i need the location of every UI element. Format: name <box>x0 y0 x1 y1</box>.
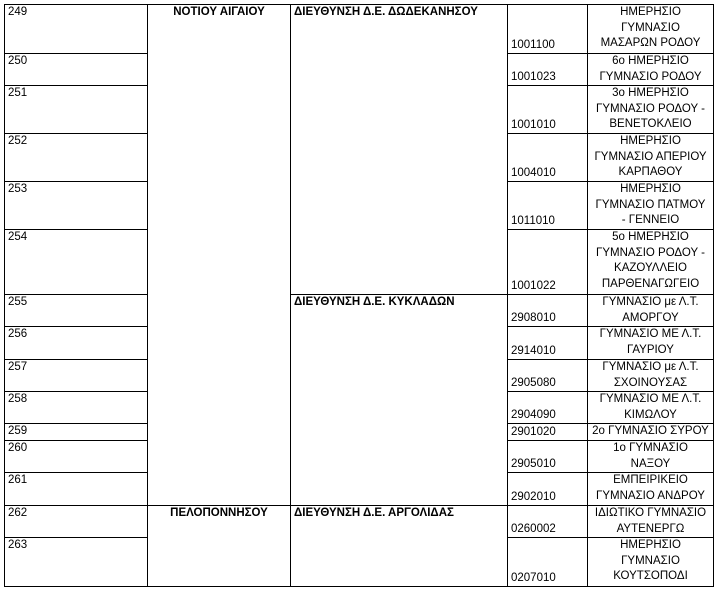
school-name-line: ΓΥΜΝΑΣΙΟ ΜΕ Λ.Τ. <box>599 393 702 405</box>
school-name-line: ΓΥΜΝΑΣΙΟ ΜΕ Λ.Τ. <box>599 328 702 340</box>
school-name <box>588 182 714 230</box>
school-name-line: ΣΧΟΙΝΟΥΣΑΣ <box>613 376 688 389</box>
row-number: 261 <box>5 473 148 506</box>
school-name-line: ΓΥΜΝΑΣΙΟ ΑΝΔΡΟΥ <box>596 489 705 502</box>
school-name <box>588 54 714 86</box>
school-code: 0207010 <box>508 538 588 587</box>
row-number: 249 <box>5 5 148 54</box>
school-name-line: ΚΟΥΤΣΟΠΟΔΙ <box>613 570 688 582</box>
region-name: ΝΟΤΙΟΥ ΑΙΓΑΙΟΥ <box>148 5 291 506</box>
table-row <box>5 295 714 327</box>
row-number: 259 <box>5 424 148 441</box>
table-row <box>5 506 714 538</box>
school-name-line: ΗΜΕΡΗΣΙΟ <box>620 135 681 147</box>
row-number: 252 <box>5 134 148 182</box>
school-code: 1001022 <box>508 230 588 295</box>
school-name <box>588 327 714 360</box>
school-name <box>588 5 714 54</box>
school-name-line: 2ο ΓΥΜΝΑΣΙΟ ΣΥΡΟΥ <box>592 425 709 437</box>
school-name <box>588 360 714 392</box>
directorate-name: ΔΙΕΥΘΥΝΣΗ Δ.Ε. ΑΡΓΟΛΙΔΑΣ <box>291 506 508 587</box>
school-code: 2904090 <box>508 392 588 424</box>
school-name-line: ΓΥΜΝΑΣΙΟ ΠΑΤΜΟΥ <box>595 198 706 211</box>
school-name <box>588 538 714 587</box>
school-name <box>588 441 714 473</box>
row-number: 256 <box>5 327 148 360</box>
row-number: 255 <box>5 295 148 327</box>
school-code: 2914010 <box>508 327 588 360</box>
school-name-line: ΚΑΡΠΑΘΟΥ <box>618 166 683 178</box>
school-name-line: - ΓΕΝΝΕΙΟ <box>621 214 680 226</box>
school-name <box>588 392 714 424</box>
school-name-line: ΓΥΜΝΑΣΙΟ <box>621 21 680 34</box>
school-name-line: ΙΔΙΩΤΙΚΟ ΓΥΜΝΑΣΙΟ <box>594 507 707 519</box>
school-name-line: ΓΥΜΝΑΣΙΟ με Λ.Τ. <box>602 296 699 308</box>
school-name-line: ΗΜΕΡΗΣΙΟ <box>620 183 681 195</box>
schools-table-body <box>5 5 714 587</box>
school-name-line: ΑΜΟΡΓΟΥ <box>622 311 679 324</box>
school-name <box>588 473 714 506</box>
school-name <box>588 86 714 134</box>
school-name-line: ΓΥΜΝΑΣΙΟ με Λ.Τ. <box>602 361 699 373</box>
school-name-line: ΓΥΜΝΑΣΙΟ ΑΠΕΡΙΟΥ <box>594 150 707 163</box>
school-name-line: ΓΥΜΝΑΣΙΟ ΡΟΔΟΥ - <box>596 246 705 259</box>
directorate-name: ΔΙΕΥΘΥΝΣΗ Δ.Ε. ΔΩΔΕΚΑΝΗΣΟΥ <box>291 5 508 295</box>
school-name-line: ΕΜΠΕΙΡΙΚΕΙΟ <box>613 474 688 486</box>
school-name <box>588 424 714 441</box>
school-code: 0260002 <box>508 506 588 538</box>
row-number: 258 <box>5 392 148 424</box>
school-name-line: ΓΥΜΝΑΣΙΟ ΡΟΔΟΥ <box>599 70 702 83</box>
school-code: 2908010 <box>508 295 588 327</box>
row-number: 253 <box>5 182 148 230</box>
region-name: ΠΕΛΟΠΟΝΝΗΣΟΥ <box>148 506 291 587</box>
school-name <box>588 134 714 182</box>
row-number: 254 <box>5 230 148 295</box>
school-name <box>588 506 714 538</box>
school-code: 2905080 <box>508 360 588 392</box>
school-code: 2902010 <box>508 473 588 506</box>
school-code: 1001023 <box>508 54 588 86</box>
school-name-line: ΜΑΣΑΡΩΝ ΡΟΔΟΥ <box>600 37 701 49</box>
school-name-line: ΓΑΥΡΙΟΥ <box>627 343 674 356</box>
row-number: 262 <box>5 506 148 538</box>
school-code: 2905010 <box>508 441 588 473</box>
school-code: 1004010 <box>508 134 588 182</box>
school-name-line: ΒΕΝΕΤΟΚΛΕΙΟ <box>609 118 692 130</box>
row-number: 260 <box>5 441 148 473</box>
school-code: 1011010 <box>508 182 588 230</box>
row-number: 257 <box>5 360 148 392</box>
school-name-line: ΓΥΜΝΑΣΙΟ <box>621 554 680 567</box>
row-number: 263 <box>5 538 148 587</box>
school-name-line: ΓΥΜΝΑΣΙΟ ΡΟΔΟΥ - <box>596 102 705 115</box>
school-name-line: 1ο ΓΥΜΝΑΣΙΟ <box>613 442 688 454</box>
directorate-name: ΔΙΕΥΘΥΝΣΗ Δ.Ε. ΚΥΚΛΑΔΩΝ <box>291 295 508 506</box>
school-name-line: 6ο ΗΜΕΡΗΣΙΟ <box>612 55 689 67</box>
school-code: 2901020 <box>508 424 588 441</box>
school-name-line: 3ο ΗΜΕΡΗΣΙΟ <box>612 87 689 99</box>
row-number: 251 <box>5 86 148 134</box>
school-name-line: ΗΜΕΡΗΣΙΟ <box>620 6 681 18</box>
school-name <box>588 230 714 295</box>
table-row <box>5 5 714 54</box>
school-name-line: 5ο ΗΜΕΡΗΣΙΟ <box>612 231 689 243</box>
school-name-line: ΠΑΡΘΕΝΑΓΩΓΕΙΟ <box>601 277 700 290</box>
school-name <box>588 295 714 327</box>
schools-table <box>4 4 714 587</box>
row-number: 250 <box>5 54 148 86</box>
school-code: 1001100 <box>508 5 588 54</box>
school-name-line: ΝΑΞΟΥ <box>630 457 671 470</box>
school-name-line: ΑΥΤΕΝΕΡΓΩ <box>616 522 685 535</box>
school-name-line: ΗΜΕΡΗΣΙΟ <box>620 539 681 551</box>
school-name-line: ΚΙΜΩΛΟΥ <box>624 408 677 421</box>
school-code: 1001010 <box>508 86 588 134</box>
school-name-line: ΚΑΖΟΥΛΛΕΙΟ <box>614 262 687 274</box>
